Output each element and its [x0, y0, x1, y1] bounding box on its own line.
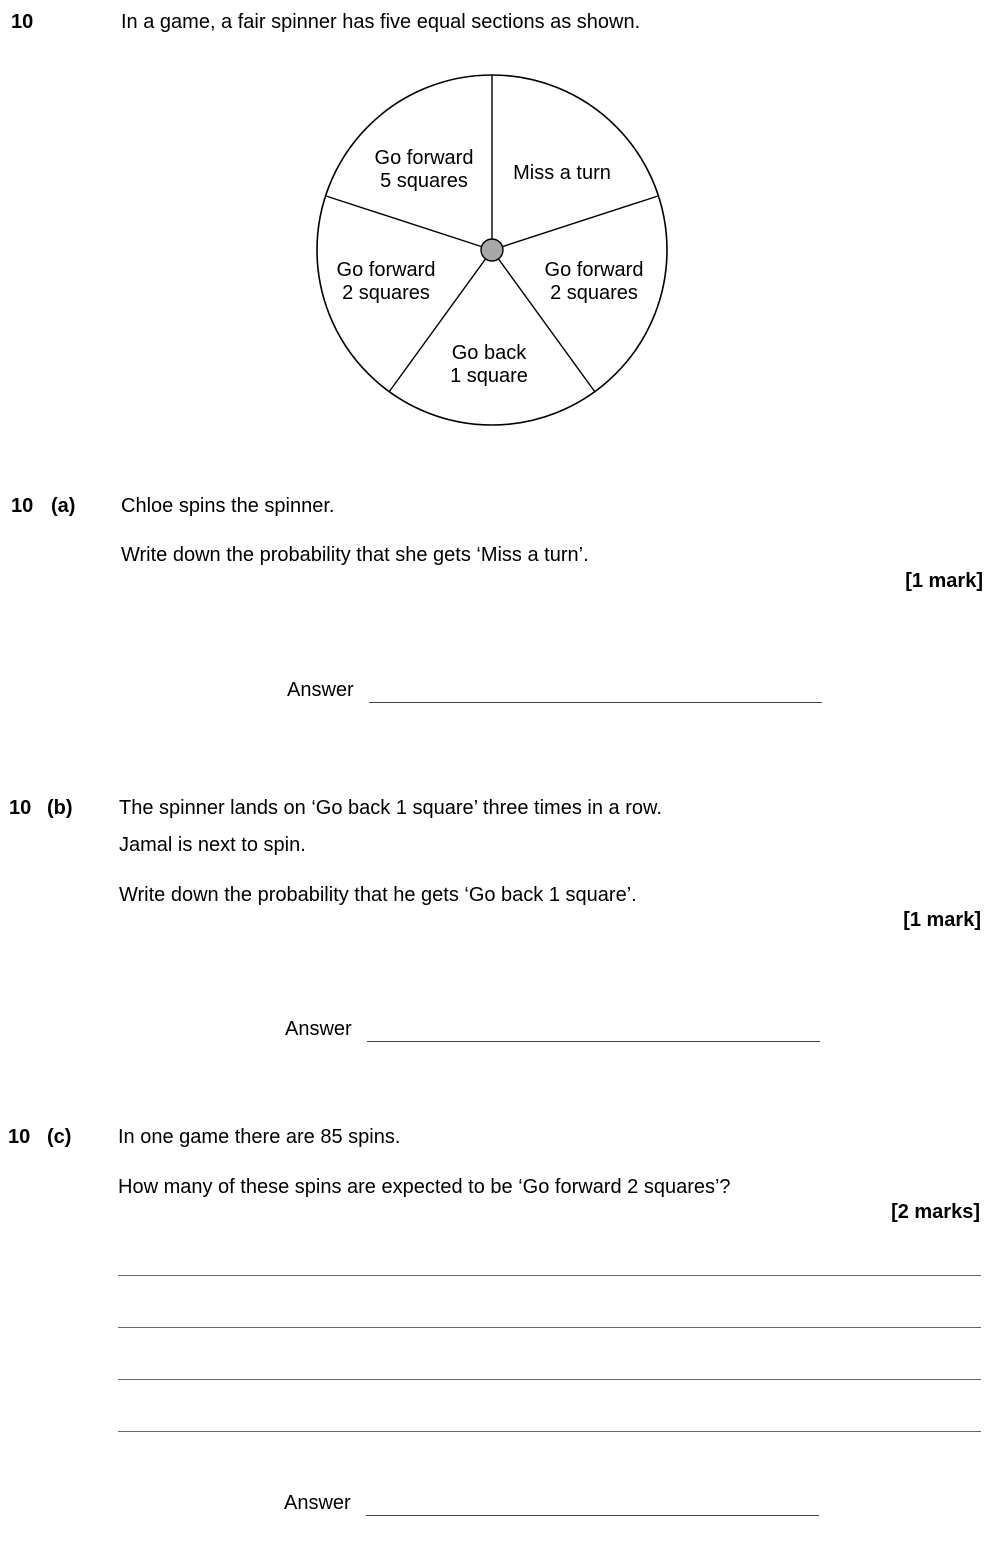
part-b-text-3: Write down the probability that he gets ‘Go back 1 square’. — [119, 884, 637, 906]
part-b-text-1: The spinner lands on ‘Go back 1 square’ three times in a row. — [119, 797, 662, 819]
part-c-text-2: How many of these spins are expected to be ‘Go forward 2 squares’? — [118, 1176, 731, 1198]
section-label: Go forward — [544, 259, 644, 281]
part-a-answer-line[interactable] — [369, 702, 822, 703]
working-line[interactable] — [118, 1327, 981, 1328]
question-intro: In a game, a fair spinner has five equal sections as shown. — [121, 11, 641, 33]
part-a-number: 10 — [11, 495, 34, 517]
section-label: 1 square — [450, 365, 528, 387]
section-label: Go forward — [336, 259, 436, 281]
spinner-pivot — [481, 239, 503, 261]
part-a-label: (a) — [51, 495, 76, 517]
working-line[interactable] — [118, 1379, 981, 1380]
part-a-text-1: Chloe spins the spinner. — [121, 495, 335, 517]
part-b-answer-label: Answer — [285, 1018, 352, 1040]
part-c-text-1: In one game there are 85 spins. — [118, 1126, 401, 1148]
working-line[interactable] — [118, 1275, 981, 1276]
section-label: 2 squares — [342, 282, 430, 304]
section-label: Go forward — [374, 147, 474, 169]
part-b-marks: [1 mark] — [903, 909, 981, 931]
part-a-answer-label: Answer — [287, 679, 354, 701]
part-a-text-2: Write down the probability that she gets ‘Miss a turn’. — [121, 544, 589, 566]
section-label: 2 squares — [550, 282, 638, 304]
section-label: 5 squares — [380, 170, 468, 192]
part-c-marks: [2 marks] — [891, 1201, 980, 1223]
spinner-diagram — [0, 0, 992, 450]
section-label: Miss a turn — [513, 162, 611, 184]
part-b-number: 10 — [9, 797, 32, 819]
question-number: 10 — [11, 11, 34, 33]
part-c-number: 10 — [8, 1126, 31, 1148]
part-b-label: (b) — [47, 797, 73, 819]
part-a-marks: [1 mark] — [905, 570, 983, 592]
part-c-answer-line[interactable] — [366, 1515, 819, 1516]
part-c-label: (c) — [47, 1126, 72, 1148]
part-b-text-2: Jamal is next to spin. — [119, 834, 306, 856]
section-label: Go back — [451, 342, 527, 364]
working-line[interactable] — [118, 1431, 981, 1432]
part-c-answer-label: Answer — [284, 1492, 351, 1514]
part-b-answer-line[interactable] — [367, 1041, 820, 1042]
